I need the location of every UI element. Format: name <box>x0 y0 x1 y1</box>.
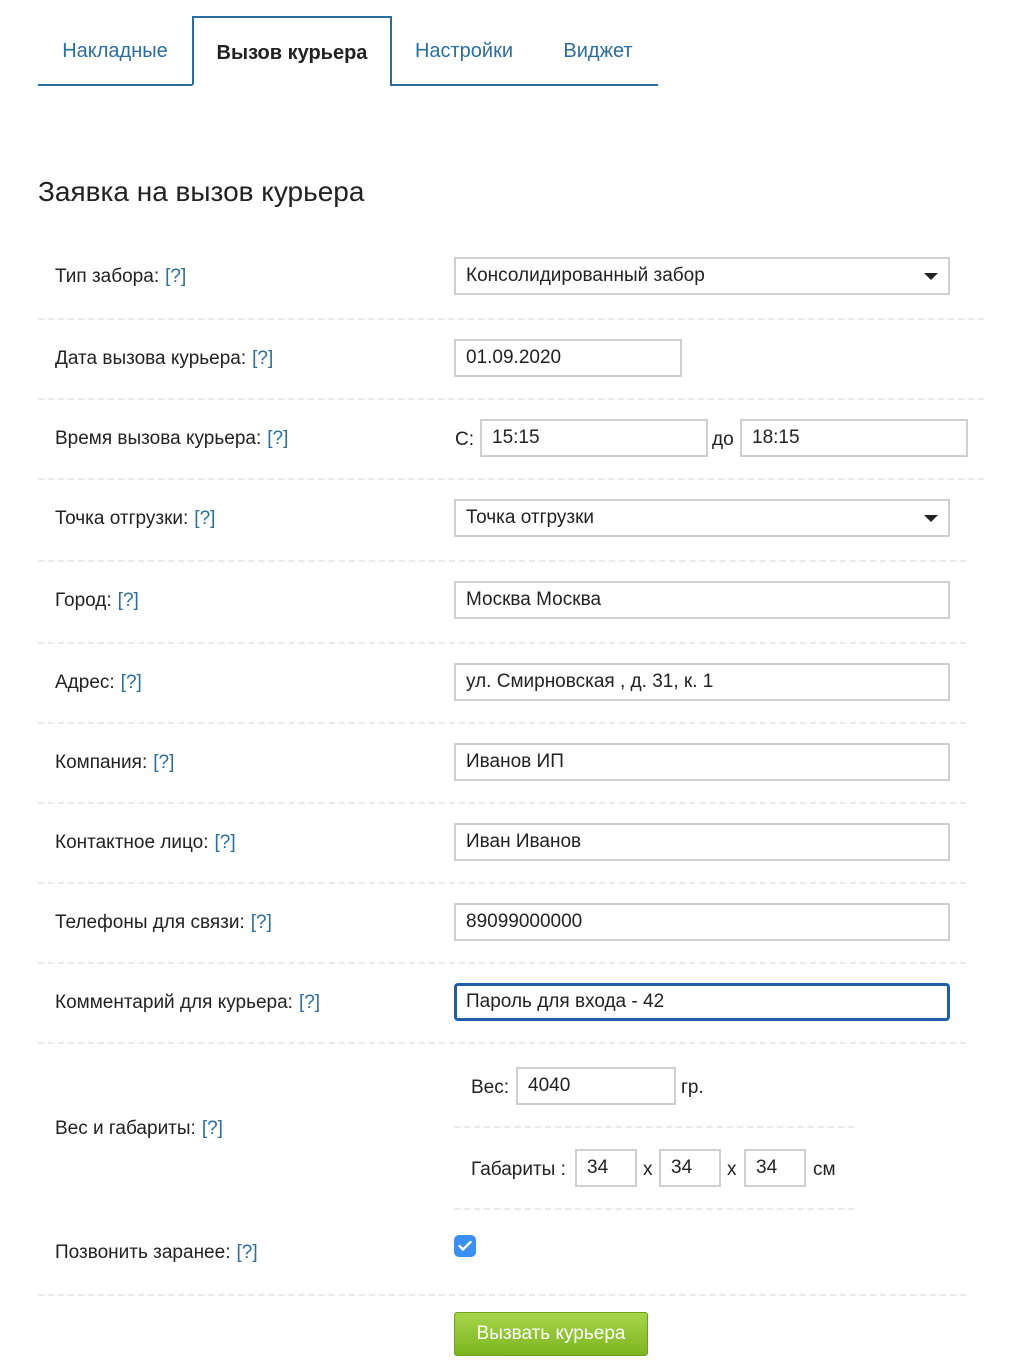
pickup-type-label: Тип забора: [?] <box>55 266 187 287</box>
company-input[interactable]: Иванов ИП <box>454 743 950 781</box>
pickup-type-select[interactable]: Консолидированный забор <box>454 257 950 295</box>
comment-label: Комментарий для курьера: [?] <box>55 992 321 1013</box>
phones-input[interactable]: 89099000000 <box>454 903 950 941</box>
address-label: Адрес: [?] <box>55 672 142 693</box>
shipping-point-label: Точка отгрузки: [?] <box>55 508 216 529</box>
weight-input[interactable]: 4040 <box>516 1067 676 1105</box>
city-label: Город: [?] <box>55 590 139 611</box>
dim-length-input[interactable]: 34 <box>575 1149 637 1187</box>
dims-label: Габариты : <box>471 1159 566 1180</box>
tab-settings[interactable]: Настройки <box>390 16 538 86</box>
call-time-label: Время вызова курьера: [?] <box>55 428 289 449</box>
shipping-point-select[interactable]: Точка отгрузки <box>454 499 950 537</box>
help-link[interactable]: [?] <box>252 348 274 369</box>
help-link[interactable]: [?] <box>250 912 272 933</box>
help-link[interactable]: [?] <box>153 752 175 773</box>
weight-dims-label: Вес и габариты: [?] <box>55 1118 223 1139</box>
phones-label: Телефоны для связи: [?] <box>55 912 272 933</box>
call-date-label: Дата вызова курьера: [?] <box>55 348 274 369</box>
contact-input[interactable]: Иван Иванов <box>454 823 950 861</box>
dim-width-input[interactable]: 34 <box>659 1149 721 1187</box>
city-input[interactable]: Москва Москва <box>454 581 950 619</box>
caret-down-icon <box>924 273 938 280</box>
times-sign: x <box>643 1159 653 1180</box>
time-from-label: С: <box>455 429 474 450</box>
row-divider <box>38 882 966 884</box>
row-divider <box>38 802 966 804</box>
row-divider <box>38 560 966 562</box>
call-ahead-checkbox[interactable] <box>454 1235 476 1257</box>
tab-bar <box>38 16 658 86</box>
help-link[interactable]: [?] <box>194 508 216 529</box>
call-courier-button[interactable]: Вызвать курьера <box>454 1312 648 1356</box>
weight-label: Вес: <box>471 1077 510 1098</box>
row-divider <box>38 478 984 480</box>
address-input[interactable]: ул. Смирновская , д. 31, к. 1 <box>454 663 950 701</box>
help-link[interactable]: [?] <box>236 1242 258 1263</box>
time-from-input[interactable]: 15:15 <box>480 419 708 457</box>
check-icon <box>458 1240 472 1252</box>
row-divider <box>38 962 966 964</box>
row-divider <box>38 1042 966 1044</box>
help-link[interactable]: [?] <box>165 266 187 287</box>
row-divider <box>38 398 984 400</box>
comment-input[interactable]: Пароль для входа - 42 <box>454 983 950 1021</box>
sub-divider <box>454 1126 854 1128</box>
tab-courier-call[interactable]: Вызов курьера <box>192 16 392 86</box>
company-label: Компания: [?] <box>55 752 175 773</box>
dims-unit: см <box>813 1159 836 1180</box>
help-link[interactable]: [?] <box>120 672 142 693</box>
row-divider <box>38 1294 966 1296</box>
sub-divider <box>454 1208 854 1210</box>
dim-height-input[interactable]: 34 <box>744 1149 806 1187</box>
call-ahead-label: Позвонить заранее: [?] <box>55 1242 258 1263</box>
help-link[interactable]: [?] <box>298 992 321 1013</box>
help-link[interactable]: [?] <box>117 590 139 611</box>
help-link[interactable]: [?] <box>214 832 236 853</box>
weight-unit: гр. <box>681 1077 704 1098</box>
time-to-label: до <box>712 429 734 450</box>
page-title: Заявка на вызов курьера <box>38 176 365 207</box>
tab-invoices[interactable]: Накладные <box>38 16 192 86</box>
tab-widget[interactable]: Виджет <box>538 16 658 86</box>
caret-down-icon <box>924 515 938 522</box>
row-divider <box>38 722 966 724</box>
times-sign: x <box>727 1159 737 1180</box>
contact-label: Контактное лицо: [?] <box>55 832 236 853</box>
time-to-input[interactable]: 18:15 <box>740 419 968 457</box>
help-link[interactable]: [?] <box>201 1118 223 1139</box>
help-link[interactable]: [?] <box>267 428 289 449</box>
row-divider <box>38 318 984 320</box>
call-date-input[interactable]: 01.09.2020 <box>454 339 682 377</box>
row-divider <box>38 642 966 644</box>
